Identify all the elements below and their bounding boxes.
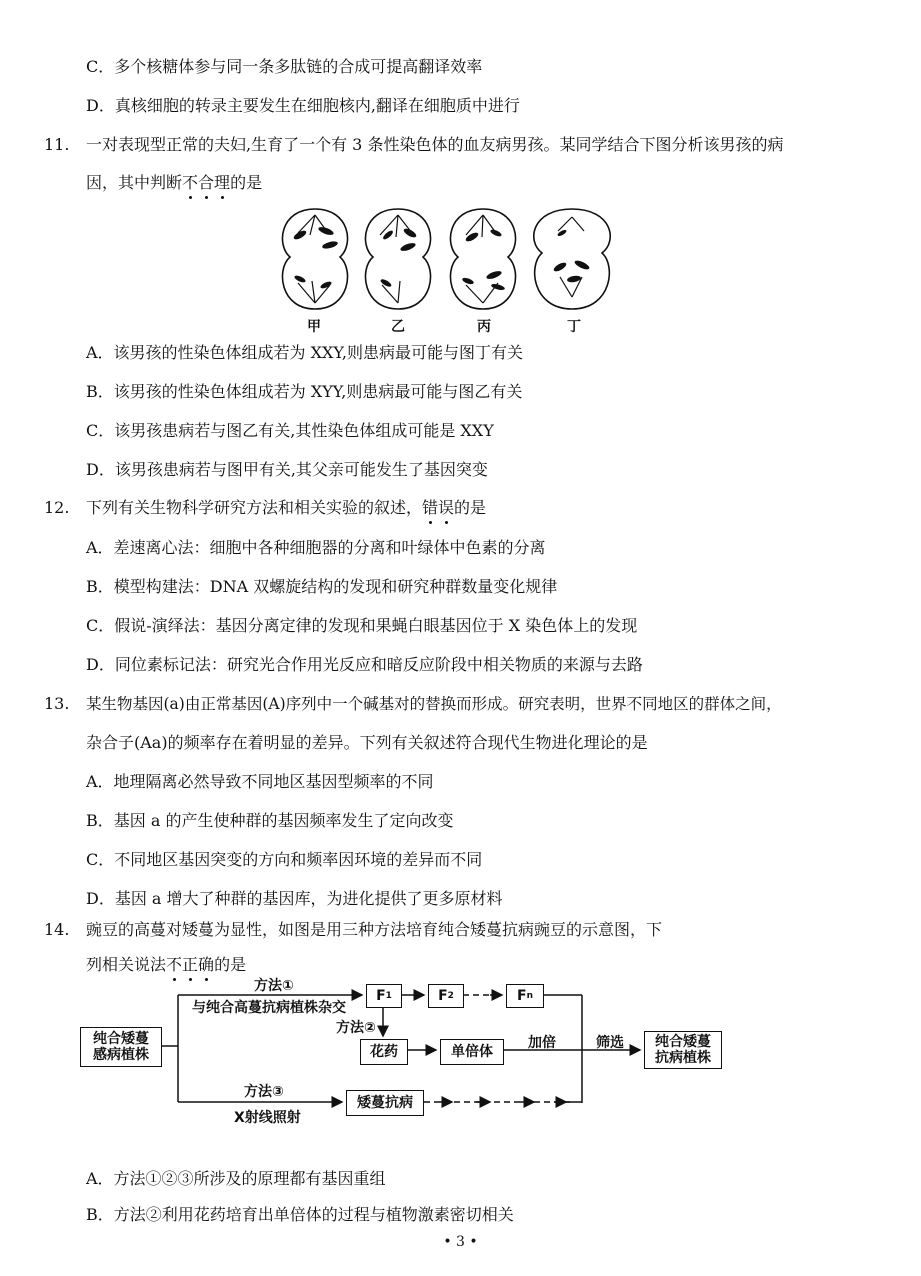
page-number: • 3 • xyxy=(443,1234,478,1250)
q10-option-d: D．真核细胞的转录主要发生在细胞核内,翻译在细胞质中进行 xyxy=(86,96,520,115)
mutant-box: 矮蔓抗病 xyxy=(346,1090,424,1116)
figure-label-jia: 甲 xyxy=(307,319,321,335)
q12-option-c: C．假说-演绎法：基因分离定律的发现和果蝇白眼基因位于 X 染色体上的发现 xyxy=(86,616,638,635)
fn-box: F n xyxy=(506,984,544,1008)
q14-number: 14. xyxy=(44,920,70,939)
anther-box: 花药 xyxy=(360,1039,408,1065)
q14-stem-line1: 豌豆的高蔓对矮蔓为显性，如图是用三种方法培育纯合矮蔓抗病豌豆的示意图，下 xyxy=(86,920,663,939)
q11-option-b: B．该男孩的性染色体组成若为 XYY,则患病最可能与图乙有关 xyxy=(86,382,523,401)
q13-stem-line1: 某生物基因(a)由正常基因(A)序列中一个碱基对的替换而形成。研究表明，世界不同地区的群体之间， xyxy=(86,695,782,713)
q13-option-b: B．基因 a 的产生使种群的基因频率发生了定向改变 xyxy=(86,811,454,830)
cell-ding-outline xyxy=(534,209,610,309)
start-plant-box: 纯合矮蔓 感病植株 xyxy=(80,1027,162,1067)
q12-number: 12. xyxy=(44,498,70,517)
cross-label: 与纯合高蔓抗病植株杂交 xyxy=(192,1000,346,1016)
cell-yi-outline xyxy=(365,209,430,309)
result-plant-box: 纯合矮蔓 抗病植株 xyxy=(644,1031,722,1069)
q14-stem-line2: 列相关说法不正确的是 xyxy=(86,955,247,974)
f2-box: F 2 xyxy=(428,984,464,1008)
q13-number: 13. xyxy=(44,694,70,713)
q14-option-b: B．方法②利用花药培育出单倍体的过程与植物激素密切相关 xyxy=(86,1205,514,1224)
q11-stem-line1: 一对表现型正常的夫妇,生育了一个有 3 条性染色体的血友病男孩。某同学结合下图分析该男孩的病 xyxy=(86,135,784,154)
figure-label-ding: 丁 xyxy=(567,319,581,335)
haploid-box: 单倍体 xyxy=(440,1039,504,1065)
method2-label: 方法② xyxy=(336,1020,376,1036)
q11-option-c: C．该男孩患病若与图乙有关,其性染色体组成可能是 XXY xyxy=(86,421,494,440)
q11-stem-line2: 因，其中判断不合理的是 xyxy=(86,173,263,192)
q12-option-a: A．差速离心法：细胞中各种细胞器的分离和叶绿体中色素的分离 xyxy=(86,538,546,557)
q12-stem: 下列有关生物科学研究方法和相关实验的叙述，错误的是 xyxy=(86,498,487,517)
method1-label: 方法① xyxy=(254,978,294,994)
q11-option-a: A．该男孩的性染色体组成若为 XXY,则患病最可能与图丁有关 xyxy=(86,343,524,362)
method3-label: 方法③ xyxy=(244,1084,284,1100)
cell-jia-outline xyxy=(282,209,347,309)
q13-option-c: C．不同地区基因突变的方向和频率因环境的差异而不同 xyxy=(86,850,483,869)
doubling-label: 加倍 xyxy=(528,1035,556,1051)
figure-label-bing: 丙 xyxy=(477,319,491,335)
q13-option-d: D．基因 a 增大了种群的基因库，为进化提供了更多原材料 xyxy=(86,889,503,908)
selection-label: 筛选 xyxy=(596,1035,624,1051)
q13-stem-line2: 杂合子(Aa)的频率存在着明显的差异。下列有关叙述符合现代生物进化理论的是 xyxy=(86,733,648,752)
xray-label: X射线照射 xyxy=(234,1110,301,1126)
q14-option-a: A．方法①②③所涉及的原理都有基因重组 xyxy=(86,1169,386,1188)
f1-box: F 1 xyxy=(366,984,402,1008)
q12-option-b: B．模型构建法：DNA 双螺旋结构的发现和研究种群数量变化规律 xyxy=(86,577,558,596)
q12-option-d: D．同位素标记法：研究光合作用光反应和暗反应阶段中相关物质的来源与去路 xyxy=(86,655,643,674)
q11-number: 11. xyxy=(44,135,70,154)
figure-label-yi: 乙 xyxy=(391,319,405,335)
q10-option-c: C．多个核糖体参与同一条多肽链的合成可提高翻译效率 xyxy=(86,57,483,76)
q11-option-d: D．该男孩患病若与图甲有关,其父亲可能发生了基因突变 xyxy=(86,460,488,479)
q13-option-a: A．地理隔离必然导致不同地区基因型频率的不同 xyxy=(86,772,434,791)
cell-division-figure xyxy=(270,205,630,315)
